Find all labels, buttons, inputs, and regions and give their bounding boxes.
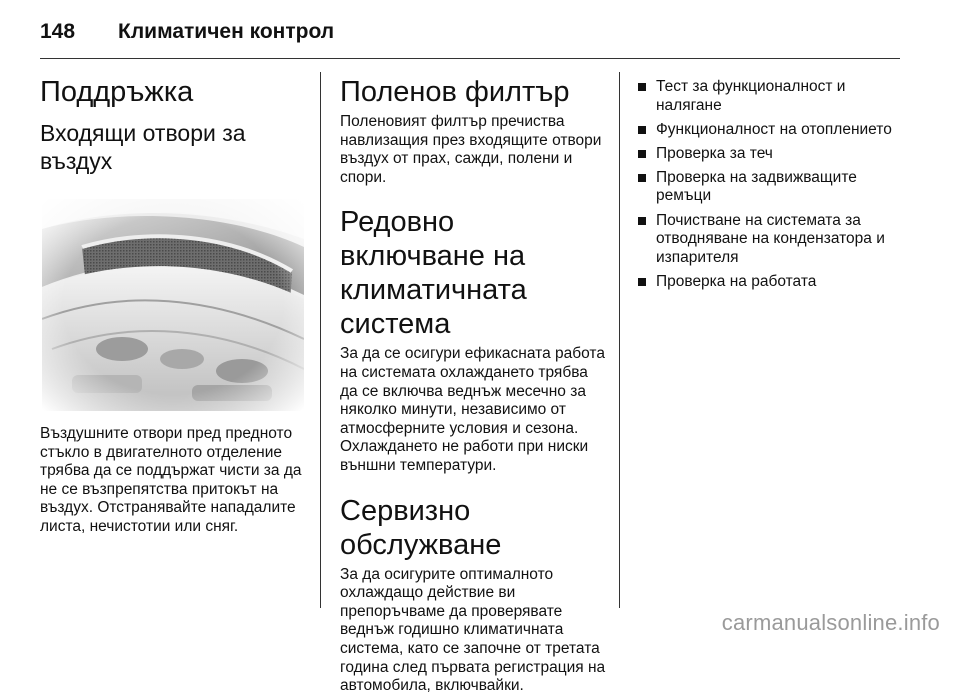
service-heading: Сервизно обслужване	[340, 494, 502, 561]
watermark: carmanualsonline.info	[721, 610, 940, 635]
subsection-title: Входящи отвори за въздух	[40, 120, 246, 174]
header-divider	[40, 58, 900, 59]
pollen-filter-text: Поленовият филтър пречиства навлизащия през входящите отвори въздух от прах, сажди, полени и спори.	[340, 113, 602, 186]
left-column	[40, 62, 306, 537]
list-item	[636, 169, 906, 206]
list-item	[636, 121, 906, 140]
bullet-icon	[638, 278, 646, 286]
air-intake-illustration	[42, 199, 304, 411]
list-item	[636, 145, 906, 164]
list-item	[636, 78, 906, 115]
air-intake-photo	[42, 199, 304, 411]
column-divider-1	[320, 72, 321, 608]
bullet-icon	[638, 126, 646, 134]
regular-operation-heading: Редовно включване на климатичната система	[340, 206, 527, 341]
list-item-text: Проверка за теч	[656, 144, 773, 162]
service-checklist	[636, 78, 906, 291]
list-item-text: Тест за функционалност и налягане	[656, 78, 846, 114]
list-item-text: Функционалност на отоплението	[656, 120, 892, 138]
running-title: Климатичен контрол	[118, 20, 335, 43]
column-divider-2	[619, 72, 620, 608]
bullet-icon	[638, 174, 646, 182]
regular-operation-text: За да се осигури ефикасната работа на системата охлаждането трябва да се включва веднъж месечно за няколко минути, независимо от атмосферните условия и сезона. Охлаждането не работи при ниски външни температури.	[340, 345, 605, 474]
bullet-icon	[638, 150, 646, 158]
list-item-text: Почистване на системата за отводняване на кондензатора и изпарителя	[656, 211, 885, 266]
list-item	[636, 212, 906, 268]
bullet-icon	[638, 217, 646, 225]
right-column	[636, 78, 906, 297]
middle-column	[340, 62, 606, 696]
page-header	[40, 14, 920, 54]
section-title: Поддръжка	[40, 76, 194, 108]
list-item	[636, 273, 906, 292]
list-item-text: Проверка на работата	[656, 272, 817, 290]
figure-caption: Въздушните отвори пред предното стъкло в двигателното отделение трябва да се поддържат чисти за да не се възпрепятства притокът на въздух. Отстранявайте нападалите листа, нечистотии или сняг.	[40, 425, 302, 535]
page-number: 148	[40, 20, 76, 43]
bullet-icon	[638, 83, 646, 91]
service-text: За да осигурите оптималното охлаждащо действие ви препоръчваме да проверявате веднъж годишно климатичната система, като се започне от третата година след първата регистрация на автомобила, включвайки.	[340, 565, 606, 695]
pollen-filter-heading: Поленов филтър	[340, 76, 570, 108]
list-item-text: Проверка на задвижващите ремъци	[656, 168, 857, 205]
